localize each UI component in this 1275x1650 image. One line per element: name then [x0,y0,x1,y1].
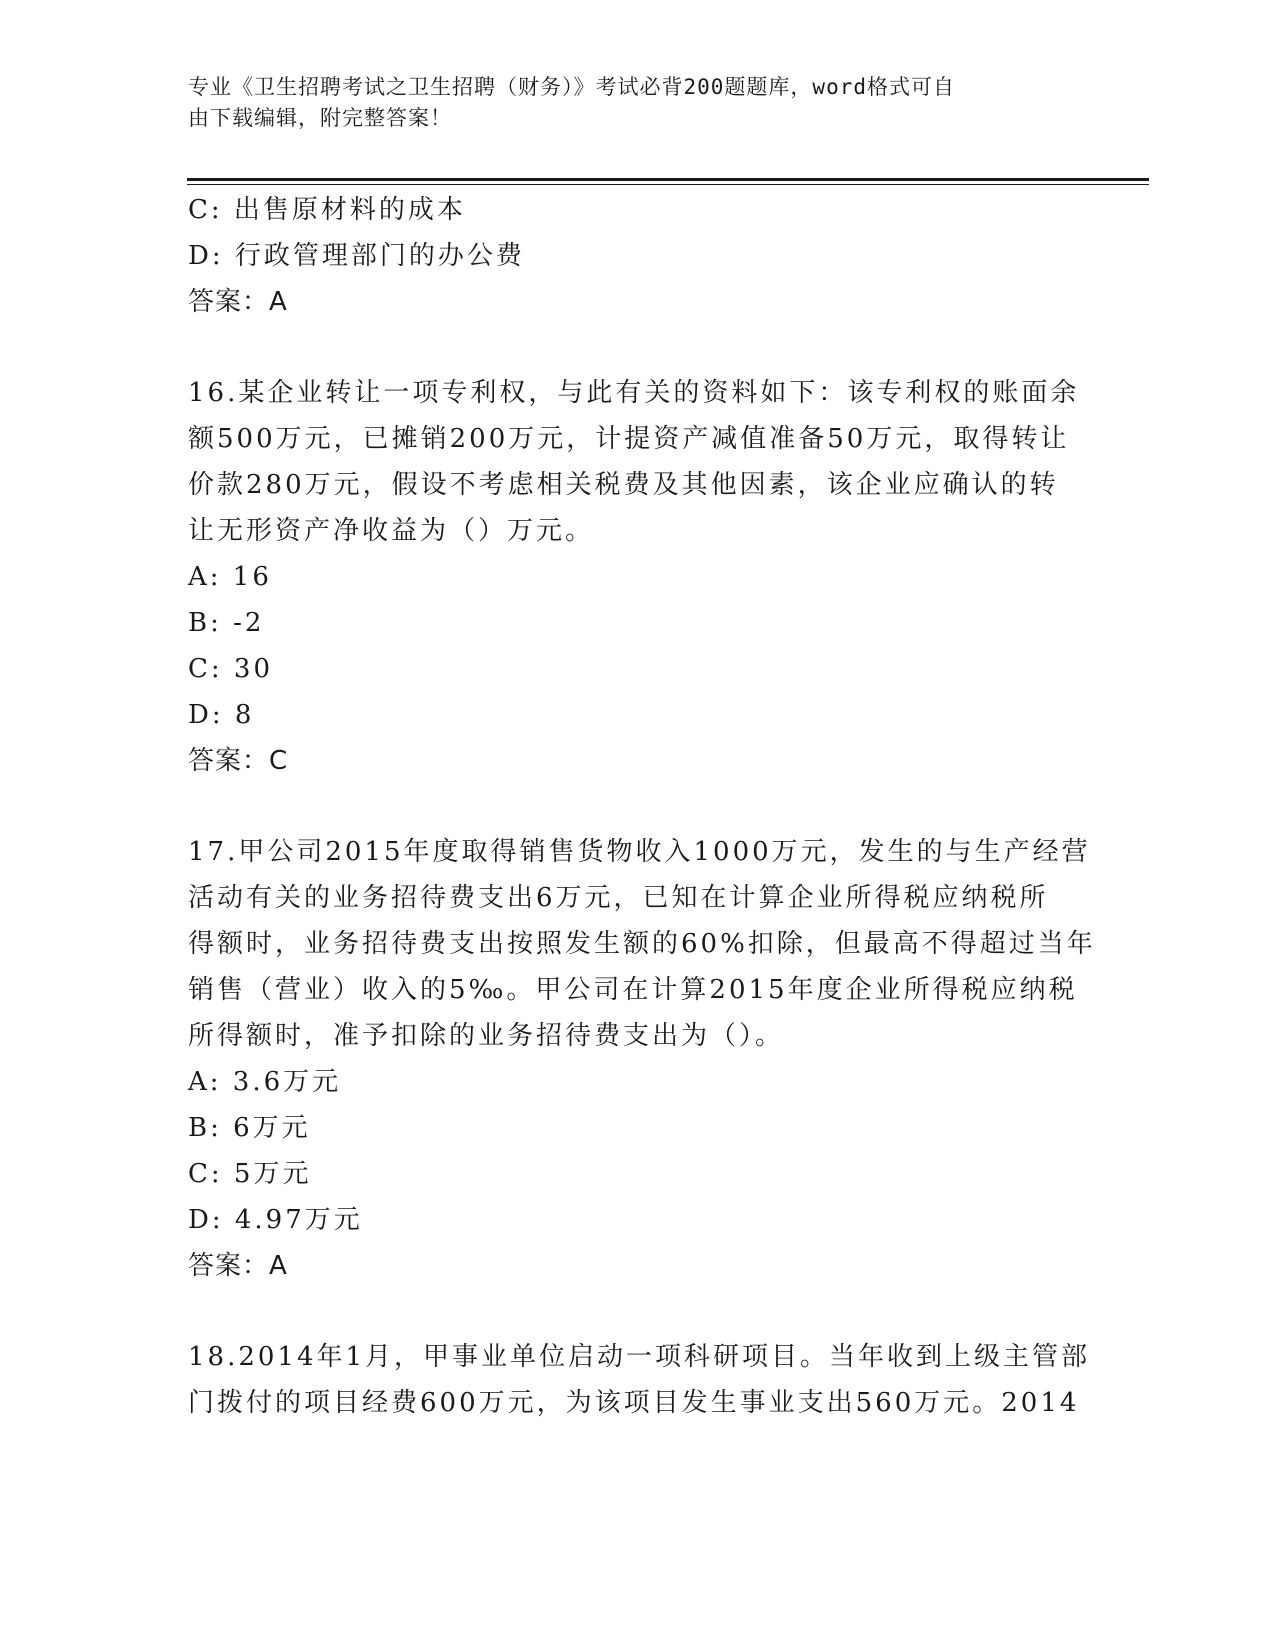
stem-line: 所得额时，准予扣除的业务招待费支出为（）。 [188,1021,785,1051]
header-divider-thick [187,178,1149,181]
stem-line: 16.某企业转让一项专利权，与此有关的资料如下：该专利权的账面余 [188,378,1080,408]
answer-line: 答案：A [188,287,288,317]
option-b: B: -2 [188,608,265,638]
option-a: A: 3.6万元 [188,1067,342,1097]
stem-line: 门拨付的项目经费600万元，为该项目发生事业支出560万元。2014 [188,1388,1080,1418]
question-spacer [188,784,1088,829]
option-c: C: 5万元 [188,1159,312,1189]
question-content [188,187,1096,1426]
question-spacer [188,1289,1088,1334]
stem-line: 额500万元，已摊销200万元，计提资产减值准备50万元，取得转让 [188,424,1070,454]
stem-line: 活动有关的业务招待费支出6万元，已知在计算企业所得税应纳税所 [188,883,1049,913]
question-16 [188,370,1088,784]
option-c: C: 30 [188,654,274,684]
question-18 [188,1334,1091,1426]
stem-line: 得额时，业务招待费支出按照发生额的60%扣除，但最高不得超过当年 [188,929,1096,959]
question-stem [188,370,1088,554]
stem-line: 销售（营业）收入的5‰。甲公司在计算2015年度企业所得税应纳税 [188,975,1078,1005]
header-line-2: 由下载编辑，附完整答案！ [188,106,452,130]
question-17 [188,829,1096,1289]
header-line-1: 专业《卫生招聘考试之卫生招聘（财务）》考试必背200题题库，word格式可自 [188,75,955,99]
header-divider-thin [187,184,1149,185]
option-c: C: 出售原材料的成本 [188,195,466,225]
question-stem [188,829,1096,1059]
option-d: D: 8 [188,700,255,730]
answer-line: 答案：A [188,1251,288,1281]
option-a: A: 16 [188,562,272,592]
option-d: D: 4.97万元 [188,1205,363,1235]
question-stem [188,1334,1091,1426]
question-spacer [188,325,1088,370]
stem-line: 17.甲公司2015年度取得销售货物收入1000万元，发生的与生产经营 [188,837,1091,867]
option-b: B: 6万元 [188,1113,311,1143]
stem-line: 18.2014年1月，甲事业单位启动一项科研项目。当年收到上级主管部 [188,1342,1091,1372]
document-header [188,72,1088,134]
stem-line: 价款280万元，假设不考虑相关税费及其他因素，该企业应确认的转 [188,470,1059,500]
prev-question [188,187,1088,325]
option-d: D: 行政管理部门的办公费 [188,241,525,271]
stem-line: 让无形资产净收益为（）万元。 [188,516,595,546]
answer-line: 答案：C [188,746,289,776]
